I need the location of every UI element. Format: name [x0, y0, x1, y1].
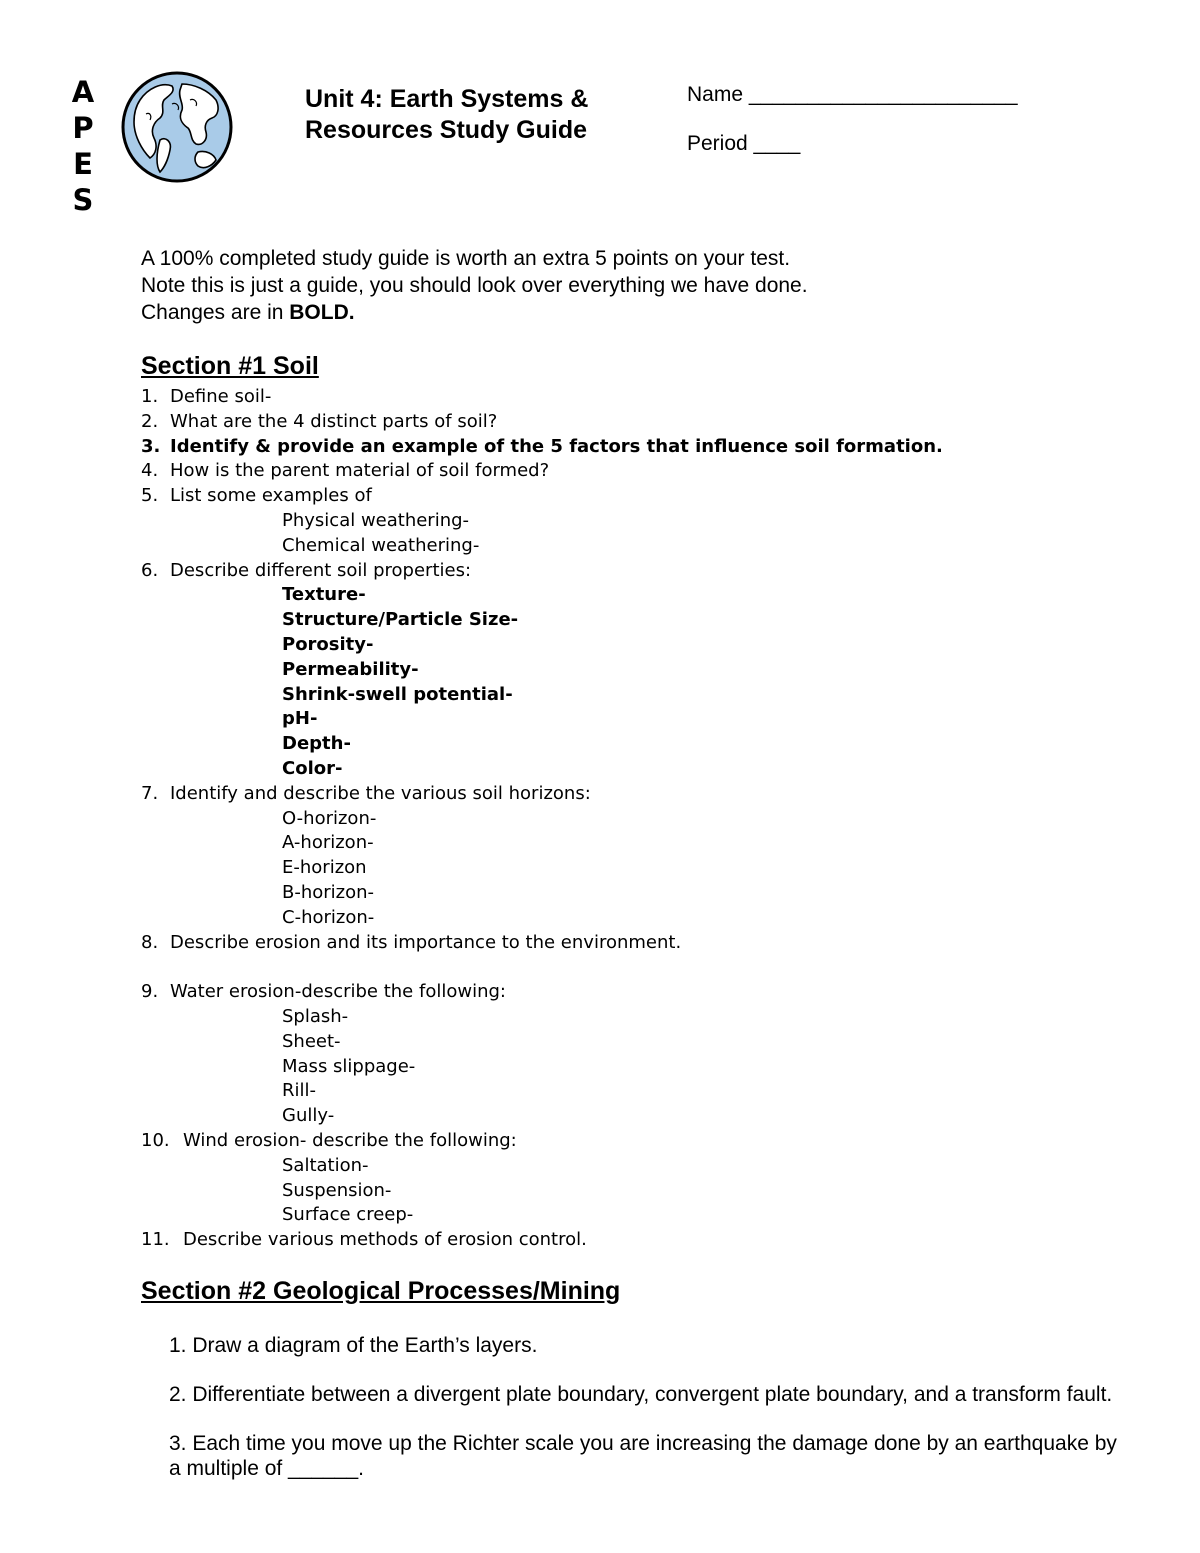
section-2-questions: [169, 1333, 1129, 1505]
section-1-questions: [141, 385, 1141, 1253]
title-line: Resources Study Guide: [305, 116, 588, 144]
sub-item: C-horizon-: [282, 906, 375, 928]
period-field: [687, 132, 800, 156]
sub-item: Structure/Particle Size-: [282, 609, 519, 631]
intro-line: Note this is just a guide, you should look over everything we have done.: [141, 274, 808, 297]
item-number: 9.: [141, 981, 159, 1003]
sub-item: Surface creep-: [282, 1204, 414, 1226]
name-label: Name: [687, 83, 744, 106]
intro-bold: BOLD.: [289, 301, 355, 324]
list-item: [141, 931, 1141, 956]
item-text: Identify & provide an example of the 5 factors that influence soil formation.: [170, 435, 943, 457]
sub-item: Color-: [282, 757, 343, 779]
period-blank: ____: [753, 132, 801, 155]
item-number: 4.: [141, 460, 159, 482]
sub-item: O-horizon-: [282, 807, 377, 829]
item-number: 3.: [141, 435, 161, 457]
item-number: 6.: [141, 559, 159, 581]
item-text: Describe erosion and its importance to the environment.: [170, 931, 682, 953]
item-text: Identify and describe the various soil horizons:: [170, 782, 591, 804]
item-text: Describe different soil properties:: [170, 559, 472, 581]
list-item: [141, 782, 1141, 807]
sub-item: B-horizon-: [282, 881, 375, 903]
period-label: Period: [687, 132, 748, 155]
sub-item: Porosity-: [282, 633, 374, 655]
name-field: [687, 83, 1018, 107]
apes-letter: A: [71, 75, 95, 109]
list-item: 3. Each time you move up the Richter scale you are increasing the damage done by an earthquake by a multiple of ______.: [169, 1432, 1117, 1480]
page-title: [305, 84, 588, 146]
sub-item: Texture-: [282, 584, 366, 606]
item-text: How is the parent material of soil formed?: [170, 460, 550, 482]
list-item: [141, 459, 1141, 484]
item-number: 5.: [141, 485, 159, 507]
apes-letter: E: [73, 147, 93, 181]
sub-item: A-horizon-: [282, 832, 374, 854]
sub-item: Chemical weathering-: [282, 534, 480, 556]
intro-text: [141, 245, 808, 326]
list-item: [141, 559, 1141, 584]
item-number: 8.: [141, 931, 159, 953]
list-item: [141, 1228, 1141, 1253]
apes-letter: P: [72, 111, 94, 145]
list-item: [141, 980, 1141, 1005]
sub-item: E-horizon: [282, 857, 367, 879]
apes-vertical-label: [68, 74, 98, 218]
item-text: Define soil-: [170, 386, 272, 407]
item-number: 10.: [141, 1129, 170, 1151]
sub-item: Physical weathering-: [282, 509, 470, 531]
sub-item: Permeability-: [282, 658, 419, 680]
item-text: Wind erosion- describe the following:: [183, 1129, 517, 1151]
sub-item: Gully-: [282, 1105, 335, 1127]
intro-line: A 100% completed study guide is worth an extra 5 points on your test.: [141, 247, 791, 270]
item-number: 2.: [141, 410, 159, 432]
globe-icon: [120, 70, 234, 184]
intro-prefix: Changes are in: [141, 301, 290, 324]
sub-item: Suspension-: [282, 1179, 392, 1201]
apes-letter: S: [72, 183, 94, 217]
list-item: [141, 484, 1141, 509]
sub-item: Depth-: [282, 733, 351, 755]
list-item: [141, 385, 1141, 410]
item-number: 1.: [141, 386, 159, 407]
sub-item: Saltation-: [282, 1154, 369, 1176]
sub-item: pH-: [282, 708, 318, 730]
item-number: 11.: [141, 1229, 170, 1251]
item-number: 7.: [141, 782, 159, 804]
list-item: 1. Draw a diagram of the Earth’s layers.: [169, 1334, 538, 1357]
sub-item: Rill-: [282, 1080, 317, 1102]
title-line: Unit 4: Earth Systems &: [305, 85, 589, 113]
sub-item: Shrink-swell potential-: [282, 683, 513, 705]
name-blank: _______________________: [748, 83, 1018, 106]
list-item: [141, 435, 1141, 460]
list-item: [141, 1129, 1141, 1154]
sub-item: Mass slippage-: [282, 1055, 416, 1077]
item-text: Water erosion-describe the following:: [170, 981, 506, 1003]
item-text: List some examples of: [170, 485, 372, 507]
item-text: Describe various methods of erosion control.: [183, 1229, 587, 1251]
sub-item: Sheet-: [282, 1030, 341, 1052]
sub-item: Splash-: [282, 1005, 349, 1027]
section-2-heading: Section #2 Geological Processes/Mining: [141, 1277, 621, 1305]
section-1-heading: Section #1 Soil: [141, 352, 319, 380]
list-item: 2. Differentiate between a divergent plate boundary, convergent plate boundary, and a transform fault.: [169, 1383, 1113, 1406]
intro-line: [141, 299, 808, 326]
spacer: [141, 955, 1141, 980]
list-item: [141, 410, 1141, 435]
item-text: What are the 4 distinct parts of soil?: [170, 410, 498, 432]
